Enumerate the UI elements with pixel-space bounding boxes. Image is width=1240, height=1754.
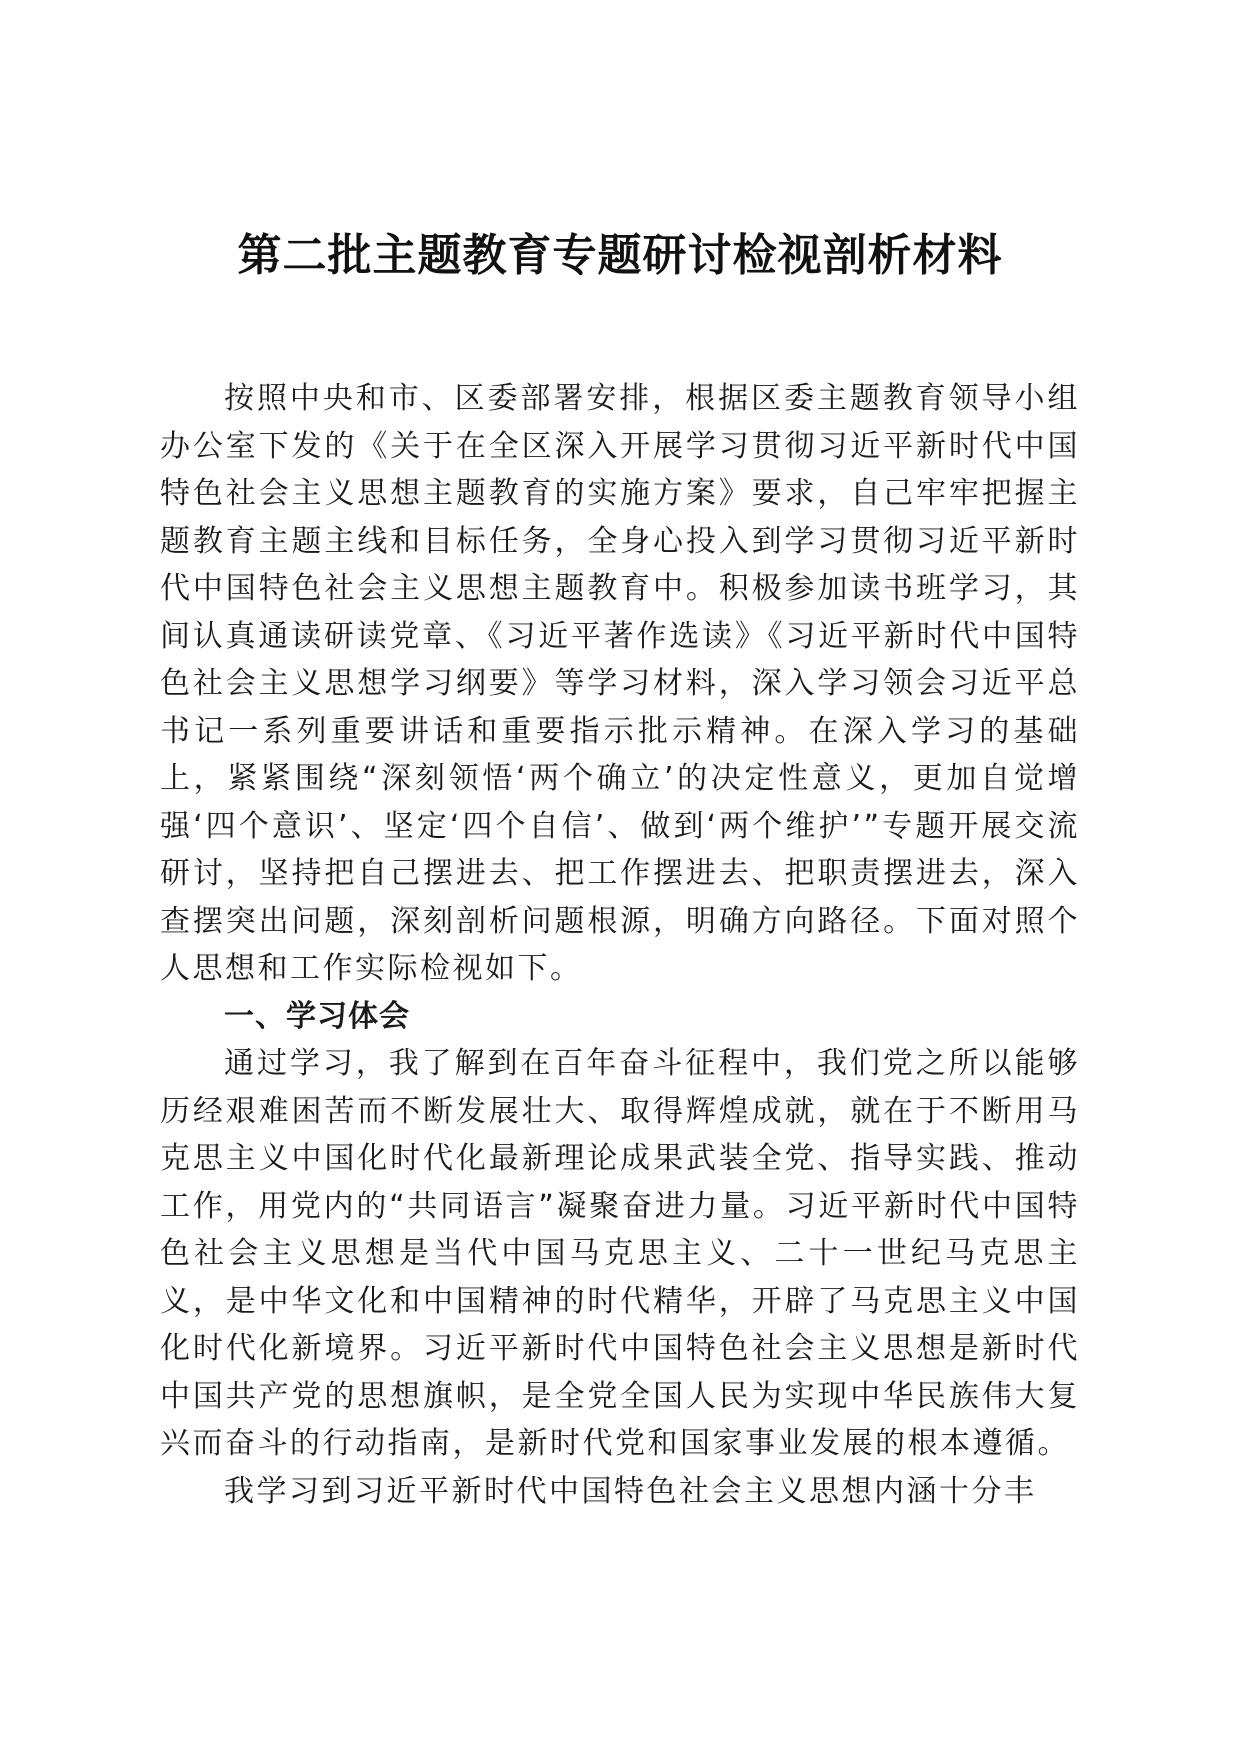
section-heading-study-experience: 一、学习体会 [224,998,410,1034]
section-paragraph: 通过学习，我了解到在百年奋斗征程中，我们党之所以能够历经艰难困苦而不断发展壮大、取得辉煌成就，就在于不断用马克思主义中国化时代化最新理论成果武装全党、指导实践、推动工作，用党内的“共同语言”凝聚奋进力量。习近平新时代中国特色社会主义思想是当代中国马克思主义、二十一世纪马克思主义，是中华文化和中国精神的时代精华，开辟了马克思主义中国化时代化新境界。习近平新时代中国特色社会主义思想是新时代中国共产党的思想旗帜，是全党全国人民为实现中华民族伟大复兴而奋斗的行动指南，是新时代党和国家事业发展的根本遵循。 [160,1046,1080,1461]
section-paragraph: 我学习到习近平新时代中国特色社会主义思想内涵十分丰 [224,1473,1037,1509]
document-title: 第二批主题教育专题研讨检视剖析材料 [237,230,1003,281]
document-body [160,375,1080,1515]
intro-paragraph: 按照中央和市、区委部署安排，根据区委主题教育领导小组办公室下发的《关于在全区深入开展学习贯彻习近平新时代中国特色社会主义思想主题教育的实施方案》要求，自己牢牢把握主题教育主题主线和目标任务，全身心投入到学习贯彻习近平新时代中国特色社会主义思想主题教育中。积极参加读书班学习，其间认真通读研读党章、《习近平著作选读》《习近平新时代中国特色社会主义思想学习纲要》等学习材料，深入学习领会习近平总书记一系列重要讲话和重要指示批示精神。在深入学习的基础上，紧紧围绕“深刻领悟‘两个确立’的决定性意义，更加自觉增强‘四个意识’、坚定‘四个自信’、做到‘两个维护’”专题开展交流研讨，坚持把自己摆进去、把工作摆进去、把职责摆进去，深入查摆突出问题，深刻剖析问题根源，明确方向路径。下面对照个人思想和工作实际检视如下。 [160,381,1080,986]
